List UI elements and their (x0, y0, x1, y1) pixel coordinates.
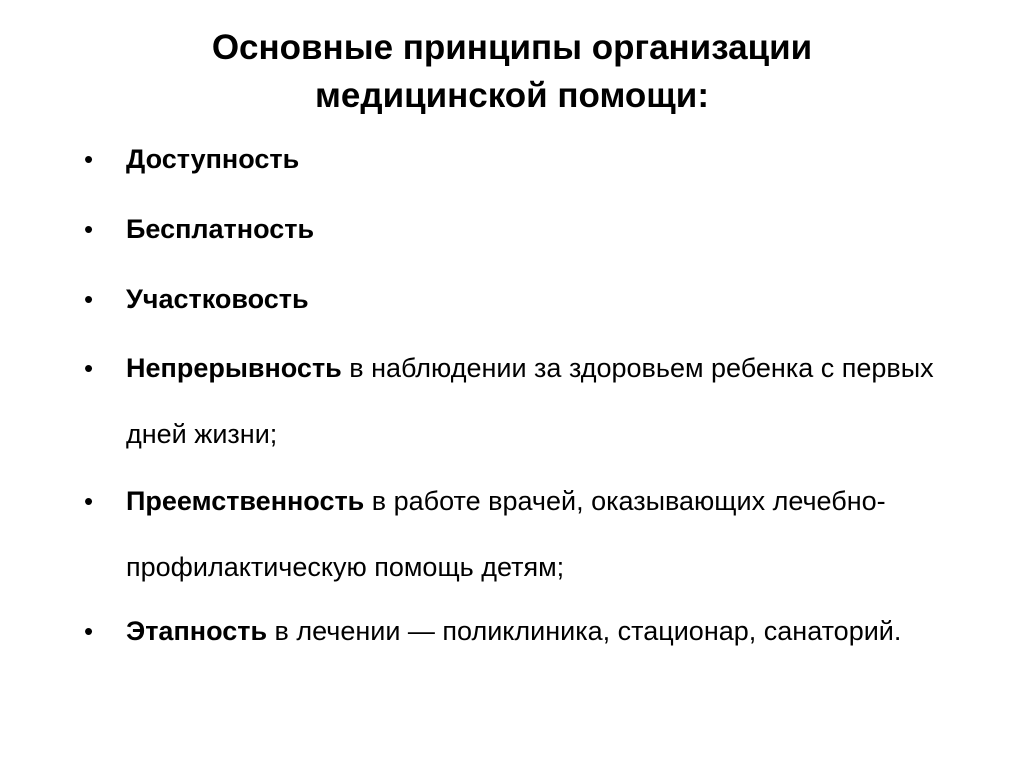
bullet-icon: • (84, 486, 94, 516)
bullet-icon: • (84, 353, 94, 383)
list-item-description: в работе врачей, оказывающих лечебно-профилактическую помощь детям; (126, 486, 886, 582)
bullet-icon: • (84, 144, 94, 174)
list-item-text (126, 126, 986, 192)
list-item-term: Бесплатность (126, 214, 315, 244)
list-item-text (126, 335, 986, 467)
list-item-term: Этапность (126, 616, 268, 646)
bullet-icon: • (84, 214, 94, 244)
list-item-term: Доступность (126, 144, 300, 174)
list-item-text (126, 266, 986, 332)
list-item-description: в лечении — поликлиника, стационар, санаторий. (267, 616, 902, 646)
list-item-term: Участковость (126, 284, 309, 314)
slide-title-line-2: медицинской помощи: (315, 76, 709, 115)
bullet-icon: • (84, 284, 94, 314)
list-item-text (126, 598, 986, 664)
slide-title-line-1: Основные принципы организации (211, 28, 813, 67)
list-item-text (126, 468, 986, 600)
slide-title (0, 24, 1024, 120)
list-item-text (126, 196, 986, 262)
list-item-term: Непрерывность (126, 353, 342, 383)
list-item-term: Преемственность (126, 486, 365, 516)
bullet-icon: • (84, 616, 94, 646)
list-item-description: в наблюдении за здоровьем ребенка с первых дней жизни; (126, 353, 934, 449)
